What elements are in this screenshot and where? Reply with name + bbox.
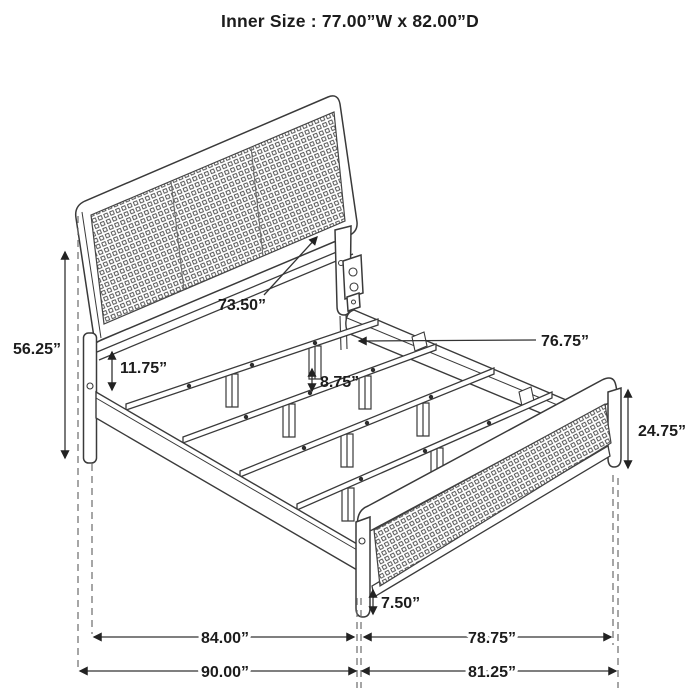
dim-footboard-span-inner-label: 78.75” <box>467 630 517 647</box>
dim-slat-leg-label: 8.75” <box>320 374 360 391</box>
dim-length-inner-label: 84.00” <box>200 630 250 647</box>
footboard-left-post <box>356 517 370 617</box>
dim-footboard-clearance-label: 7.50” <box>381 595 421 612</box>
dim-headboard-height-label: 56.25” <box>12 341 61 358</box>
headboard-left-leg <box>84 333 97 463</box>
dim-footboard-span-overall-label: 81.25” <box>467 664 517 681</box>
mounting-bracket-tab <box>347 293 360 311</box>
dim-footboard-height-label: 24.75” <box>638 423 687 440</box>
dim-length-overall-label: 90.00” <box>200 664 250 681</box>
dim-headboard-width-label: 73.50” <box>217 297 267 314</box>
dim-side-rail-label: 76.75” <box>541 333 590 350</box>
dim-rail-clearance-label: 11.75” <box>120 360 168 377</box>
mounting-bracket <box>343 255 363 299</box>
inner-size-title: Inner Size : 77.00”W x 82.00”D <box>221 11 479 31</box>
